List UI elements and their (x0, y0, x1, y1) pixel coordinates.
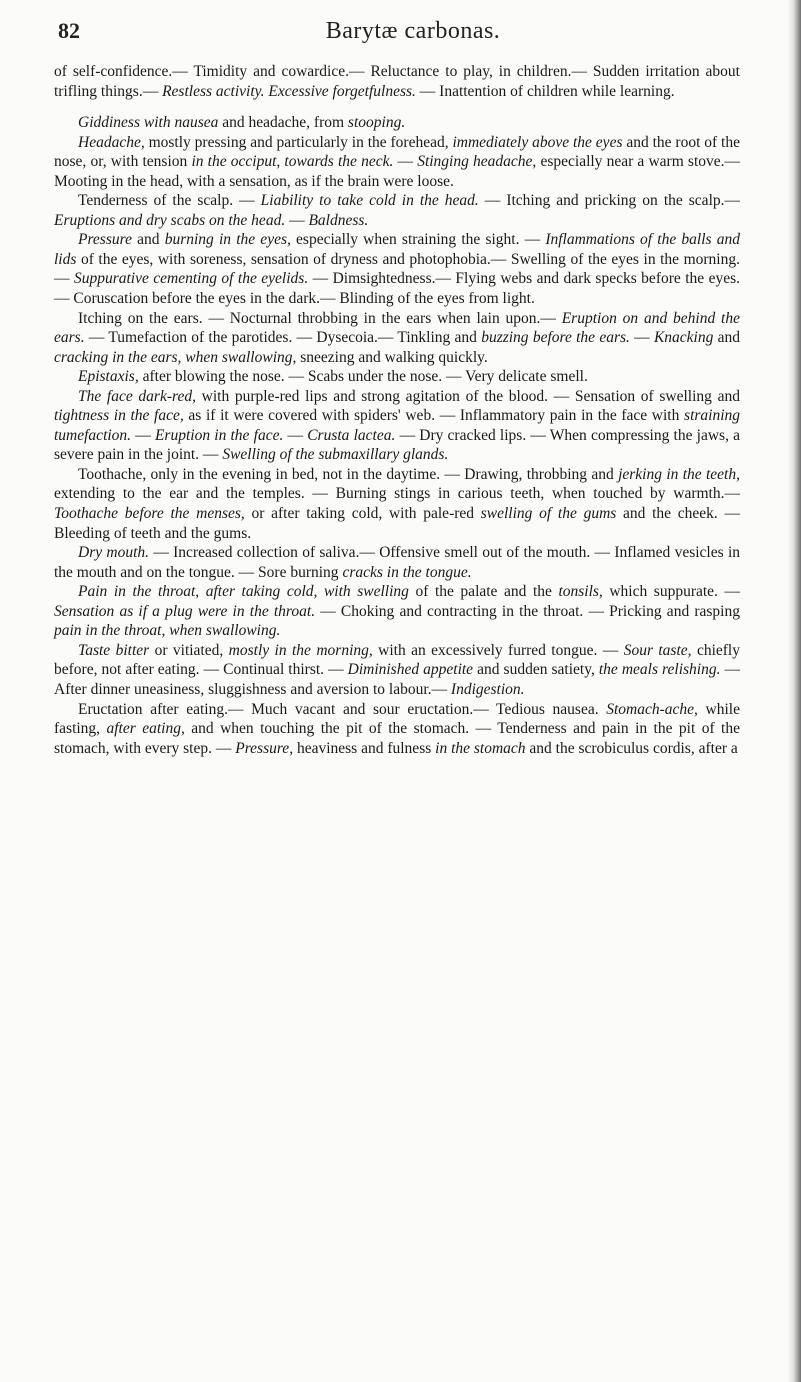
italic-text: in the stomach (435, 739, 526, 757)
text-run: and headache, from (218, 114, 348, 132)
italic-text: pain in the throat, when swallowing. (54, 622, 281, 640)
text-run: — Itching and pricking on the scalp.— (478, 192, 740, 210)
italic-text: The face dark-red, (78, 387, 196, 405)
text-run: or vitiated, (149, 641, 229, 659)
text-run: and (713, 329, 741, 347)
italic-text: immediately above the eyes (452, 133, 623, 151)
italic-text: after eating, (106, 720, 185, 738)
text-run: — Dimsightedness.— Flying webs and dark specks before the eyes. — Coruscation before the eyes in the dark.— Blinding of the eyes from light. (54, 270, 740, 308)
text-run: Itching on the ears. — Nocturnal throbbing in the ears when lain upon.— (78, 309, 562, 327)
paragraph-p4 (54, 191, 740, 230)
italic-text: burning in the eyes, (164, 231, 291, 249)
paragraph-p3 (54, 133, 740, 192)
italic-text: straining tumefaction. (54, 407, 741, 444)
italic-text: Toothache before the menses, (54, 505, 245, 523)
italic-text: Swelling of the submaxillary glands. (222, 446, 449, 464)
text-run: extending to the ear and the temples. — Burning stings in carious teeth, when touched by warmth.— (54, 485, 740, 503)
text-run: of the palate and the (408, 583, 559, 601)
italic-text: jerking in the teeth, (618, 465, 740, 483)
body-text (54, 62, 740, 758)
italic-text: tonsils, (558, 583, 603, 601)
italic-text: Eruptions and dry scabs on the head. (54, 211, 286, 229)
italic-text: Headache, (78, 133, 145, 151)
text-run: heaviness and fulness (293, 739, 436, 757)
italic-text: Baldness. (308, 211, 369, 229)
text-run: and sudden satiety, (473, 661, 599, 679)
italic-text: cracks in the tongue. (342, 563, 472, 581)
text-run: especially near a warm stove.— Mooting in the head, with a sensation, as if the brain were loose. (54, 153, 741, 190)
italic-text: Pain in the throat, after taking cold, with swelling (78, 583, 409, 601)
text-run: — (131, 426, 155, 444)
text-run: — (285, 211, 309, 229)
italic-text: Epistaxis, (78, 368, 139, 386)
text-run: with an excessively furred tongue. — (372, 641, 624, 659)
paragraph-p7 (54, 367, 740, 387)
text-run: and when touching the pit of the stomach. — Tenderness and pain in the pit of the stomach, with every step. — (54, 720, 740, 757)
text-run: chiefly before, not after eating. — Continual thirst. — (54, 641, 740, 679)
text-run: — Choking and contracting in the throat. — Pricking and rasping (315, 602, 740, 620)
paragraph-p13 (54, 700, 740, 759)
page-edge-shadow (787, 0, 801, 1382)
text-run: of the eyes, with soreness, sensation of dryness and photophobia.— Swelling of the eyes in the morning.— (54, 250, 740, 288)
text-run: sneezing and walking quickly. (296, 348, 488, 366)
italic-text: Taste bitter (78, 641, 150, 659)
italic-text: Stinging headache, (417, 153, 537, 171)
italic-text: Indigestion. (450, 680, 525, 698)
paragraph-p8 (54, 387, 740, 465)
italic-text: tightness in the face, (54, 407, 184, 425)
italic-text: mostly in the morning, (228, 641, 373, 659)
page-header (58, 18, 738, 50)
paragraph-p1 (54, 62, 740, 101)
text-run: — Tumefaction of the parotides. — Dysecoia.— Tinkling and (84, 329, 482, 347)
running-head: Barytæ carbonas. (325, 18, 501, 44)
italic-text: Liability to take cold in the head. (260, 192, 479, 210)
text-run: which suppurate. — (602, 583, 740, 601)
italic-text: Dry mouth. (78, 544, 150, 562)
italic-text: the meals relishing. (598, 661, 721, 679)
text-run: — Increased collection of saliva.— Offensive smell out of the mouth. — Inflamed vesicles in the mouth and on the tongue. — Sore burning (54, 544, 740, 581)
paragraph-p6 (54, 309, 740, 368)
text-run: — Dry cracked lips. — When compressing the jaws, a severe pain in the joint. — (54, 426, 741, 464)
text-run: — Inattention of children while learning. (415, 82, 675, 100)
italic-text: Eruption on and behind the ears. (54, 309, 740, 347)
text-run: and the scrobiculus cordis, after a (525, 739, 738, 757)
italic-text: Stomach-ache, (606, 700, 698, 718)
text-run: — After dinner uneasiness, sluggishness and aversion to labour.— (54, 661, 741, 698)
text-run: — (283, 426, 308, 444)
italic-text: Eruption in the face. (154, 426, 284, 444)
text-run: and the cheek. — Bleeding of teeth and the gums. (54, 505, 740, 542)
text-run: after blowing the nose. — Scabs under the nose. — Very delicate smell. (138, 368, 588, 386)
text-run: or after taking cold, with pale-red (244, 505, 481, 523)
text-run: and (131, 231, 165, 249)
page-number: 82 (58, 18, 80, 43)
italic-text: Diminished appetite (347, 661, 474, 679)
text-run: — (629, 329, 654, 347)
text-run: and the root of the nose, or, with tension (54, 133, 740, 171)
italic-text: Restless activity. (162, 82, 265, 100)
italic-text: Sour taste, (623, 641, 692, 659)
paragraph-p2 (54, 113, 740, 133)
text-run: as if it were covered with spiders' web. — Inflammatory pain in the face with (183, 407, 685, 425)
italic-text: swelling of the gums (480, 505, 617, 523)
text-run: while fasting, (54, 700, 740, 738)
italic-text: Knacking (653, 329, 714, 347)
italic-text: buzzing before the ears. (481, 329, 630, 347)
text-run: mostly pressing and particularly in the forehead, (144, 133, 453, 151)
italic-text: Giddiness with nausea (78, 114, 219, 132)
paragraph-p12 (54, 641, 740, 700)
text-run: of self-confidence.— Timidity and cowardice.— Reluctance to play, in children.— Sudden irritation about trifling things.— (54, 63, 740, 100)
text-run: with purple-red lips and strong agitation of the blood. — Sensation of swelling and (195, 387, 740, 405)
italic-text: cracking in the ears, when swallowing, (54, 348, 297, 366)
italic-text: Pressure, (235, 739, 294, 757)
paragraph-p10 (54, 543, 740, 582)
italic-text: Suppurative cementing of the eyelids. (73, 270, 309, 288)
text-run: Eructation after eating.— Much vacant and sour eructation.— Tedious nausea. (78, 700, 607, 718)
italic-text: in the occiput, towards the neck. (191, 153, 394, 171)
italic-text: Sensation as if a plug were in the throat. (54, 602, 316, 620)
italic-text: Pressure (78, 231, 132, 249)
paragraph-p9 (54, 465, 740, 543)
italic-text: Crusta lactea. (307, 426, 396, 444)
paragraph-p11 (54, 582, 740, 641)
paragraph-p5 (54, 230, 740, 308)
text-run: — (393, 153, 418, 171)
text-run: Toothache, only in the evening in bed, not in the daytime. — Drawing, throbbing and (78, 465, 619, 483)
text-run: especially when straining the sight. — (290, 231, 546, 249)
text-run: Tenderness of the scalp. — (78, 192, 261, 210)
italic-text: stooping. (347, 114, 406, 132)
italic-text: Inflammations of the balls and lids (54, 231, 740, 268)
italic-text: Excessive forgetfulness. (268, 82, 416, 100)
